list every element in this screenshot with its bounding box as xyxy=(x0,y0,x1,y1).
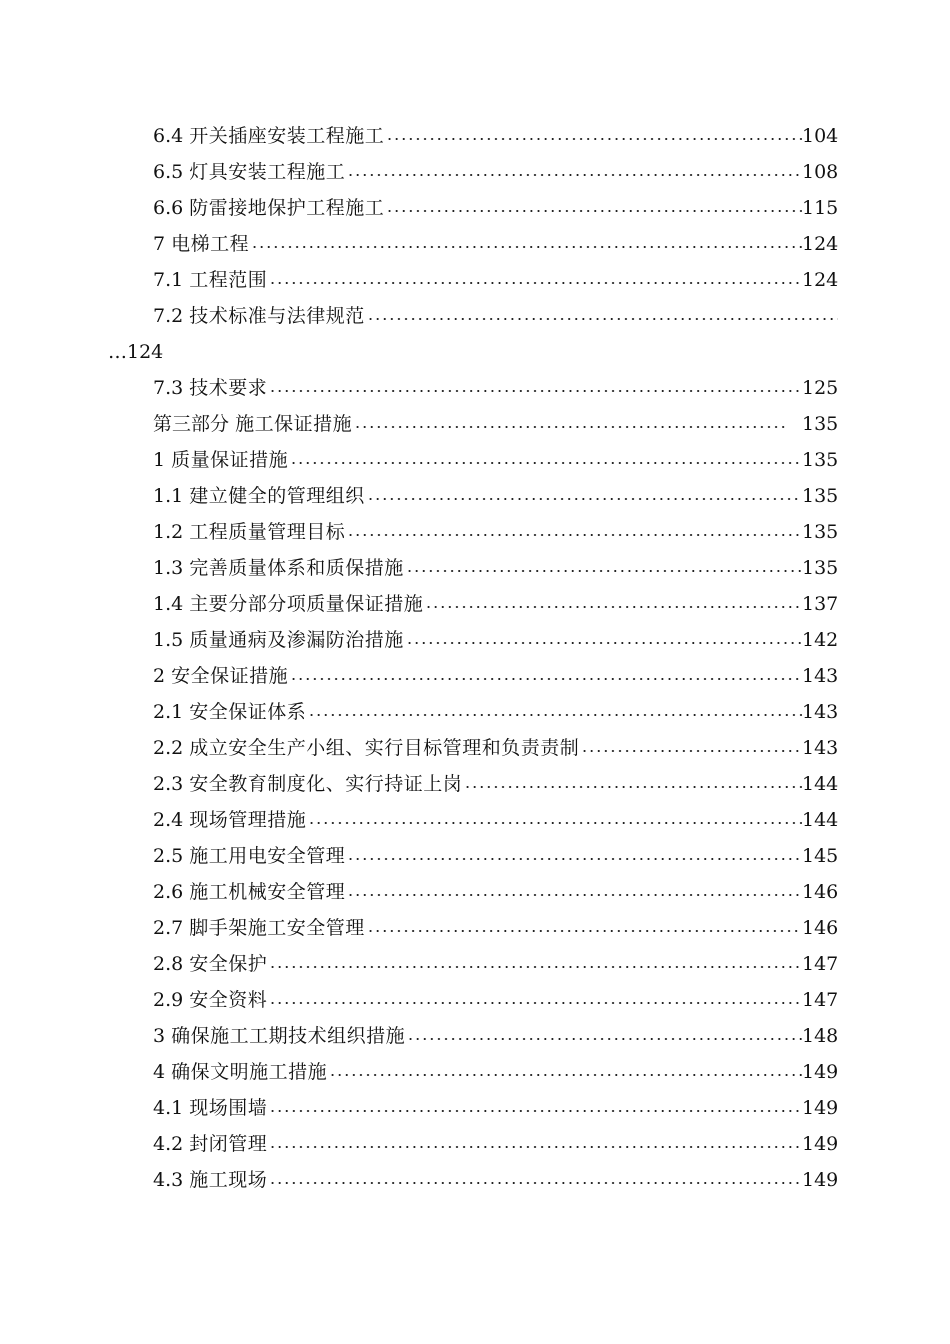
toc-label: 安全保证措施 xyxy=(171,665,289,687)
toc-entry[interactable] xyxy=(0,838,950,874)
toc-leader-dots xyxy=(407,1038,802,1040)
toc-entry[interactable] xyxy=(0,1018,950,1054)
toc-leader-dots xyxy=(386,210,802,212)
toc-number: 2.7 xyxy=(153,917,184,939)
toc-entry[interactable] xyxy=(0,262,950,298)
toc-leader-dots xyxy=(269,1002,802,1004)
toc-entry[interactable] xyxy=(0,586,950,622)
toc-entry[interactable] xyxy=(0,910,950,946)
toc-number: 1.4 xyxy=(153,593,184,615)
toc-number: 第三部分 xyxy=(153,413,230,435)
toc-entry[interactable] xyxy=(0,334,950,370)
toc-leader-dots xyxy=(269,966,802,968)
toc-page-number: 124 xyxy=(802,233,839,255)
toc-leader-dots xyxy=(290,462,802,464)
toc-entry[interactable] xyxy=(0,874,950,910)
toc-page-number: 135 xyxy=(802,449,839,471)
toc-label: 脚手架施工安全管理 xyxy=(189,917,365,939)
toc-number: 1.2 xyxy=(153,521,184,543)
toc-entry[interactable] xyxy=(0,370,950,406)
toc-page-number: 135 xyxy=(802,485,839,507)
toc-number: 4 xyxy=(153,1061,166,1083)
toc-label: 封闭管理 xyxy=(189,1133,268,1155)
toc-leader-dots xyxy=(425,606,802,608)
toc-entry[interactable] xyxy=(0,1126,950,1162)
toc-leader-dots xyxy=(406,642,802,644)
toc-page-number: 115 xyxy=(802,197,839,219)
toc-number: 1.1 xyxy=(153,485,184,507)
toc-label: 工程范围 xyxy=(189,269,268,291)
toc-leader-dots xyxy=(308,714,802,716)
toc-label: 技术要求 xyxy=(189,377,268,399)
toc-label: 施工用电安全管理 xyxy=(189,845,346,867)
toc-entry[interactable] xyxy=(0,118,950,154)
toc-entry[interactable] xyxy=(0,442,950,478)
table-of-contents xyxy=(0,118,950,1198)
toc-number: 2.1 xyxy=(153,701,184,723)
toc-leader-dots xyxy=(464,786,802,788)
toc-number: 7.1 xyxy=(153,269,184,291)
toc-leader-dots xyxy=(290,678,802,680)
toc-page-number: 143 xyxy=(802,737,839,759)
toc-entry[interactable] xyxy=(0,658,950,694)
toc-label: 建立健全的管理组织 xyxy=(189,485,365,507)
toc-leader-dots xyxy=(269,1182,802,1184)
toc-page-number: 142 xyxy=(802,629,839,651)
toc-leader-dots xyxy=(347,174,802,176)
toc-leader-dots xyxy=(329,1074,802,1076)
toc-entry[interactable] xyxy=(0,1090,950,1126)
toc-leader-dots xyxy=(347,534,802,536)
toc-entry[interactable] xyxy=(0,298,950,334)
toc-number: 2.2 xyxy=(153,737,184,759)
toc-number: 7 xyxy=(153,233,166,255)
toc-leader-dots xyxy=(347,894,802,896)
toc-label: 防雷接地保护工程施工 xyxy=(189,197,385,219)
toc-label: 安全资料 xyxy=(189,989,268,1011)
toc-number: 6.6 xyxy=(153,197,184,219)
toc-number: 2.4 xyxy=(153,809,184,831)
toc-number: 1.3 xyxy=(153,557,184,579)
toc-page-number: 108 xyxy=(802,161,839,183)
toc-page-number: 146 xyxy=(802,917,839,939)
toc-entry[interactable] xyxy=(0,550,950,586)
toc-page-number: 143 xyxy=(802,701,839,723)
toc-leader-dots xyxy=(347,858,802,860)
toc-label: 确保文明施工措施 xyxy=(171,1061,328,1083)
toc-number: 4.2 xyxy=(153,1133,184,1155)
toc-entry[interactable] xyxy=(0,190,950,226)
toc-number: 2.6 xyxy=(153,881,184,903)
toc-leader-dots xyxy=(354,426,786,428)
toc-page-number: 149 xyxy=(802,1133,839,1155)
toc-page-number: 144 xyxy=(802,809,839,831)
toc-entry[interactable] xyxy=(0,694,950,730)
toc-number: 2.8 xyxy=(153,953,184,975)
toc-label: 电梯工程 xyxy=(171,233,250,255)
toc-leader-dots xyxy=(406,570,802,572)
toc-page-number: 124 xyxy=(802,269,839,291)
toc-number: 4.1 xyxy=(153,1097,184,1119)
toc-number: 1 xyxy=(153,449,166,471)
toc-entry[interactable] xyxy=(0,802,950,838)
toc-label: 质量保证措施 xyxy=(171,449,289,471)
toc-leader-dots xyxy=(269,1146,802,1148)
toc-entry[interactable] xyxy=(0,982,950,1018)
toc-page-number: 135 xyxy=(802,521,839,543)
toc-label: 工程质量管理目标 xyxy=(189,521,346,543)
toc-number: 7.3 xyxy=(153,377,184,399)
toc-number: 6.5 xyxy=(153,161,184,183)
toc-entry[interactable] xyxy=(0,1054,950,1090)
toc-leader-dots xyxy=(269,1110,802,1112)
toc-entry[interactable] xyxy=(0,478,950,514)
toc-page-number: 143 xyxy=(802,665,839,687)
toc-number: 2 xyxy=(153,665,166,687)
toc-label: 质量通病及渗漏防治措施 xyxy=(189,629,404,651)
toc-leader-dots xyxy=(269,390,802,392)
toc-entry[interactable] xyxy=(0,514,950,550)
toc-page-number: 148 xyxy=(802,1025,839,1047)
toc-page-number: 104 xyxy=(802,125,839,147)
toc-leader-dots xyxy=(367,318,838,320)
toc-number: 1.5 xyxy=(153,629,184,651)
toc-number: 2.3 xyxy=(153,773,184,795)
toc-label: 完善质量体系和质保措施 xyxy=(189,557,404,579)
toc-page-number: 145 xyxy=(802,845,839,867)
toc-entry[interactable] xyxy=(0,730,950,766)
toc-page-number: 135 xyxy=(802,557,839,579)
toc-entry[interactable] xyxy=(0,226,950,262)
toc-page-number: 149 xyxy=(802,1061,839,1083)
toc-page-number: …124 xyxy=(108,341,164,363)
toc-leader-dots xyxy=(386,138,802,140)
toc-entry[interactable] xyxy=(0,766,950,802)
toc-number: 6.4 xyxy=(153,125,184,147)
toc-label: 主要分部分项质量保证措施 xyxy=(189,593,424,615)
toc-number: 2.9 xyxy=(153,989,184,1011)
toc-leader-dots xyxy=(367,930,802,932)
toc-label: 施工保证措施 xyxy=(235,413,353,435)
toc-page-number: 149 xyxy=(802,1097,839,1119)
toc-number: 7.2 xyxy=(153,305,184,327)
toc-label: 技术标准与法律规范 xyxy=(189,305,365,327)
toc-label: 现场围墙 xyxy=(189,1097,268,1119)
toc-entry[interactable] xyxy=(0,946,950,982)
toc-leader-dots xyxy=(269,282,802,284)
toc-entry[interactable] xyxy=(0,622,950,658)
toc-label: 确保施工工期技术组织措施 xyxy=(171,1025,406,1047)
toc-leader-dots xyxy=(251,246,802,248)
toc-page-number: 146 xyxy=(802,881,839,903)
toc-label: 安全教育制度化、实行持证上岗 xyxy=(189,773,463,795)
toc-label: 成立安全生产小组、实行目标管理和负责责制 xyxy=(189,737,580,759)
toc-page-number: 135 xyxy=(802,413,839,435)
toc-page-number: 147 xyxy=(802,953,839,975)
toc-label: 现场管理措施 xyxy=(189,809,307,831)
toc-page-number: 149 xyxy=(802,1169,839,1191)
toc-label: 施工机械安全管理 xyxy=(189,881,346,903)
toc-number: 2.5 xyxy=(153,845,184,867)
toc-leader-dots xyxy=(367,498,802,500)
toc-number: 4.3 xyxy=(153,1169,184,1191)
toc-label: 安全保证体系 xyxy=(189,701,307,723)
toc-number: 3 xyxy=(153,1025,166,1047)
toc-label: 安全保护 xyxy=(189,953,268,975)
toc-label: 灯具安装工程施工 xyxy=(189,161,346,183)
toc-leader-dots xyxy=(581,750,802,752)
toc-page-number: 144 xyxy=(802,773,839,795)
toc-entry[interactable] xyxy=(0,154,950,190)
toc-page-number: 137 xyxy=(802,593,839,615)
toc-leader-dots xyxy=(308,822,802,824)
toc-entry[interactable] xyxy=(0,406,950,442)
toc-entry[interactable] xyxy=(0,1162,950,1198)
toc-label: 开关插座安装工程施工 xyxy=(189,125,385,147)
toc-page-number: 147 xyxy=(802,989,839,1011)
toc-label: 施工现场 xyxy=(189,1169,268,1191)
toc-page-number: 125 xyxy=(802,377,839,399)
